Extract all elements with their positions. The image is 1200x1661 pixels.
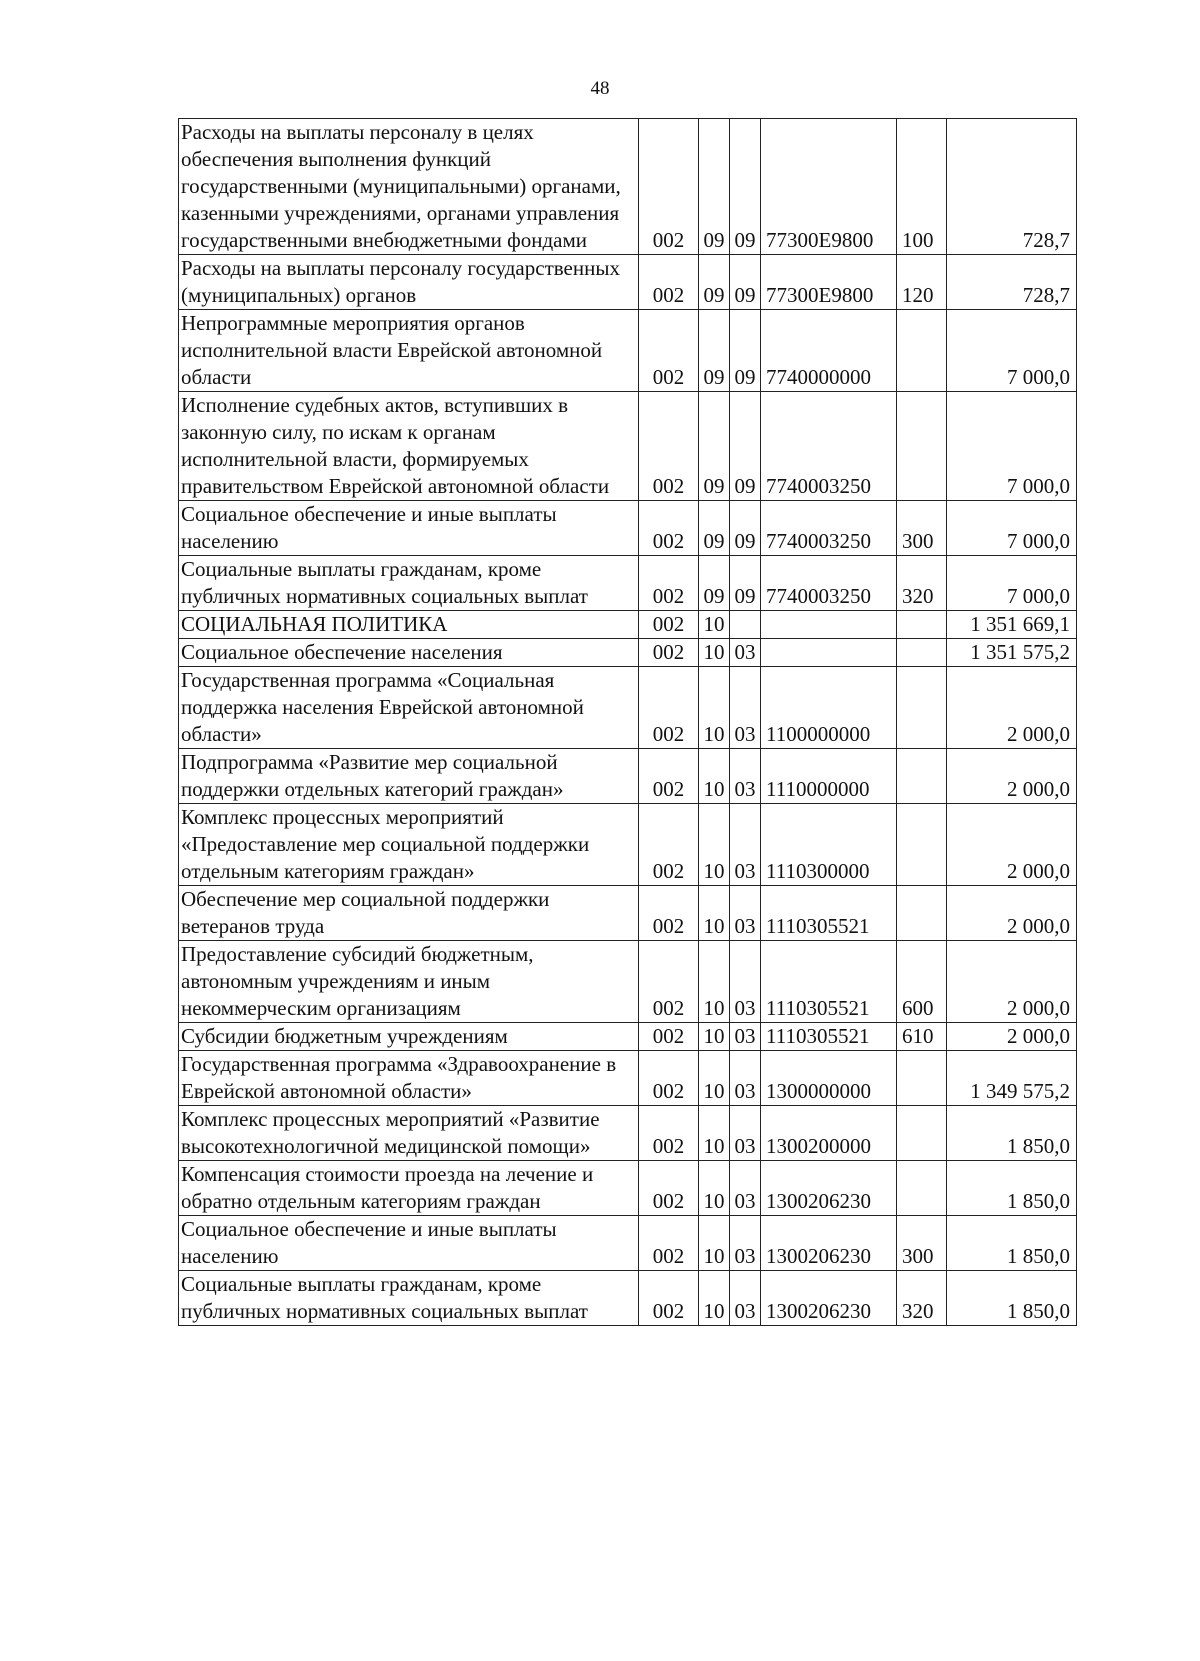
row-name-cell: Социальные выплаты гражданам, кроме публичных нормативных социальных выплат <box>179 556 639 611</box>
subsection-code-cell: 03 <box>730 804 761 886</box>
expense-type-cell: 320 <box>897 556 947 611</box>
expense-type-cell <box>897 611 947 639</box>
target-article-cell: 77300E9800 <box>761 255 897 310</box>
row-name-cell: Комплекс процессных мероприятий «Развитие высокотехнологичной медицинской помощи» <box>179 1106 639 1161</box>
subsection-code-cell: 03 <box>730 1271 761 1326</box>
row-name-cell: Обеспечение мер социальной поддержки ветеранов труда <box>179 886 639 941</box>
target-article-cell: 1110000000 <box>761 749 897 804</box>
section-code-cell: 10 <box>699 941 730 1023</box>
row-name-cell: СОЦИАЛЬНАЯ ПОЛИТИКА <box>179 611 639 639</box>
expense-type-cell <box>897 1161 947 1216</box>
target-article-cell: 1110300000 <box>761 804 897 886</box>
target-article-cell: 1110305521 <box>761 886 897 941</box>
ministry-code-cell: 002 <box>639 501 699 556</box>
row-name-cell: Исполнение судебных актов, вступивших в законную силу, по искам к органам исполнительной власти, формируемых правительством Еврейской автономной области <box>179 392 639 501</box>
target-article-cell: 1110305521 <box>761 941 897 1023</box>
section-code-cell: 10 <box>699 611 730 639</box>
table-row <box>179 667 1077 749</box>
subsection-code-cell: 09 <box>730 556 761 611</box>
subsection-code-cell: 03 <box>730 749 761 804</box>
subsection-code-cell: 09 <box>730 310 761 392</box>
section-code-cell: 10 <box>699 1161 730 1216</box>
expense-type-cell <box>897 804 947 886</box>
subsection-code-cell: 09 <box>730 392 761 501</box>
table-row <box>179 1216 1077 1271</box>
section-code-cell: 09 <box>699 392 730 501</box>
subsection-code-cell: 03 <box>730 1216 761 1271</box>
amount-cell: 1 850,0 <box>947 1271 1077 1326</box>
row-name-cell: Расходы на выплаты персоналу государственных (муниципальных) органов <box>179 255 639 310</box>
ministry-code-cell: 002 <box>639 639 699 667</box>
row-name-cell: Комплекс процессных мероприятий «Предоставление мер социальной поддержки отдельным категориям граждан» <box>179 804 639 886</box>
section-code-cell: 10 <box>699 886 730 941</box>
target-article-cell: 7740003250 <box>761 556 897 611</box>
amount-cell: 1 351 669,1 <box>947 611 1077 639</box>
section-code-cell: 10 <box>699 1106 730 1161</box>
amount-cell: 728,7 <box>947 255 1077 310</box>
target-article-cell <box>761 611 897 639</box>
budget-table-body <box>179 119 1077 1326</box>
expense-type-cell: 120 <box>897 255 947 310</box>
subsection-code-cell: 03 <box>730 941 761 1023</box>
amount-cell: 7 000,0 <box>947 392 1077 501</box>
row-name-cell: Предоставление субсидий бюджетным, автономным учреждениям и иным некоммерческим организациям <box>179 941 639 1023</box>
row-name-cell: Социальное обеспечение населения <box>179 639 639 667</box>
expense-type-cell: 100 <box>897 119 947 255</box>
amount-cell: 2 000,0 <box>947 804 1077 886</box>
section-code-cell: 10 <box>699 804 730 886</box>
subsection-code-cell: 09 <box>730 119 761 255</box>
table-row <box>179 749 1077 804</box>
expense-type-cell <box>897 1051 947 1106</box>
amount-cell: 7 000,0 <box>947 556 1077 611</box>
amount-cell: 2 000,0 <box>947 941 1077 1023</box>
row-name-cell: Социальные выплаты гражданам, кроме публичных нормативных социальных выплат <box>179 1271 639 1326</box>
ministry-code-cell: 002 <box>639 749 699 804</box>
target-article-cell: 7740003250 <box>761 501 897 556</box>
table-row <box>179 639 1077 667</box>
table-row <box>179 255 1077 310</box>
row-name-cell: Государственная программа «Социальная поддержка населения Еврейской автономной области» <box>179 667 639 749</box>
table-row <box>179 1023 1077 1051</box>
section-code-cell: 10 <box>699 1023 730 1051</box>
table-row <box>179 611 1077 639</box>
amount-cell: 1 349 575,2 <box>947 1051 1077 1106</box>
ministry-code-cell: 002 <box>639 611 699 639</box>
ministry-code-cell: 002 <box>639 1023 699 1051</box>
table-row <box>179 501 1077 556</box>
row-name-cell: Государственная программа «Здравоохранение в Еврейской автономной области» <box>179 1051 639 1106</box>
ministry-code-cell: 002 <box>639 886 699 941</box>
subsection-code-cell: 03 <box>730 1051 761 1106</box>
row-name-cell: Субсидии бюджетным учреждениям <box>179 1023 639 1051</box>
ministry-code-cell: 002 <box>639 941 699 1023</box>
target-article-cell <box>761 639 897 667</box>
target-article-cell: 1100000000 <box>761 667 897 749</box>
amount-cell: 2 000,0 <box>947 749 1077 804</box>
row-name-cell: Подпрограмма «Развитие мер социальной поддержки отдельных категорий граждан» <box>179 749 639 804</box>
section-code-cell: 10 <box>699 1216 730 1271</box>
target-article-cell: 77300E9800 <box>761 119 897 255</box>
section-code-cell: 10 <box>699 639 730 667</box>
section-code-cell: 09 <box>699 310 730 392</box>
table-row <box>179 1271 1077 1326</box>
amount-cell: 1 850,0 <box>947 1161 1077 1216</box>
target-article-cell: 1300206230 <box>761 1216 897 1271</box>
target-article-cell: 1300000000 <box>761 1051 897 1106</box>
row-name-cell: Расходы на выплаты персоналу в целях обеспечения выполнения функций государственными (муниципальными) органами, казенными учреждениями, органами управления государственными внебюджетными фондами <box>179 119 639 255</box>
amount-cell: 2 000,0 <box>947 886 1077 941</box>
table-row <box>179 804 1077 886</box>
ministry-code-cell: 002 <box>639 1051 699 1106</box>
ministry-code-cell: 002 <box>639 556 699 611</box>
expense-type-cell: 300 <box>897 501 947 556</box>
table-row <box>179 1106 1077 1161</box>
subsection-code-cell: 09 <box>730 255 761 310</box>
target-article-cell: 1110305521 <box>761 1023 897 1051</box>
ministry-code-cell: 002 <box>639 804 699 886</box>
expense-type-cell: 300 <box>897 1216 947 1271</box>
expense-type-cell: 610 <box>897 1023 947 1051</box>
ministry-code-cell: 002 <box>639 119 699 255</box>
subsection-code-cell: 03 <box>730 1161 761 1216</box>
table-row <box>179 941 1077 1023</box>
expense-type-cell <box>897 886 947 941</box>
ministry-code-cell: 002 <box>639 1216 699 1271</box>
amount-cell: 7 000,0 <box>947 501 1077 556</box>
row-name-cell: Социальное обеспечение и иные выплаты населению <box>179 1216 639 1271</box>
amount-cell: 1 850,0 <box>947 1106 1077 1161</box>
target-article-cell: 1300206230 <box>761 1161 897 1216</box>
section-code-cell: 09 <box>699 119 730 255</box>
ministry-code-cell: 002 <box>639 255 699 310</box>
page-number: 48 <box>590 78 610 99</box>
section-code-cell: 09 <box>699 556 730 611</box>
target-article-cell: 7740003250 <box>761 392 897 501</box>
section-code-cell: 10 <box>699 1051 730 1106</box>
section-code-cell: 10 <box>699 667 730 749</box>
row-name-cell: Непрограммные мероприятия органов исполнительной власти Еврейской автономной области <box>179 310 639 392</box>
target-article-cell: 1300200000 <box>761 1106 897 1161</box>
amount-cell: 2 000,0 <box>947 667 1077 749</box>
target-article-cell: 7740000000 <box>761 310 897 392</box>
table-row <box>179 1161 1077 1216</box>
budget-table <box>178 118 1077 1326</box>
expense-type-cell <box>897 639 947 667</box>
target-article-cell: 1300206230 <box>761 1271 897 1326</box>
amount-cell: 728,7 <box>947 119 1077 255</box>
section-code-cell: 10 <box>699 749 730 804</box>
table-row <box>179 392 1077 501</box>
ministry-code-cell: 002 <box>639 667 699 749</box>
section-code-cell: 09 <box>699 501 730 556</box>
ministry-code-cell: 002 <box>639 310 699 392</box>
expense-type-cell <box>897 310 947 392</box>
row-name-cell: Социальное обеспечение и иные выплаты населению <box>179 501 639 556</box>
ministry-code-cell: 002 <box>639 392 699 501</box>
expense-type-cell <box>897 667 947 749</box>
section-code-cell: 10 <box>699 1271 730 1326</box>
row-name-cell: Компенсация стоимости проезда на лечение и обратно отдельным категориям граждан <box>179 1161 639 1216</box>
subsection-code-cell: 03 <box>730 667 761 749</box>
subsection-code-cell: 03 <box>730 639 761 667</box>
subsection-code-cell <box>730 611 761 639</box>
section-code-cell: 09 <box>699 255 730 310</box>
expense-type-cell <box>897 749 947 804</box>
table-row <box>179 1051 1077 1106</box>
expense-type-cell: 320 <box>897 1271 947 1326</box>
expense-type-cell <box>897 392 947 501</box>
amount-cell: 2 000,0 <box>947 1023 1077 1051</box>
subsection-code-cell: 03 <box>730 886 761 941</box>
amount-cell: 1 351 575,2 <box>947 639 1077 667</box>
amount-cell: 1 850,0 <box>947 1216 1077 1271</box>
ministry-code-cell: 002 <box>639 1271 699 1326</box>
expense-type-cell <box>897 1106 947 1161</box>
table-row <box>179 310 1077 392</box>
amount-cell: 7 000,0 <box>947 310 1077 392</box>
subsection-code-cell: 03 <box>730 1023 761 1051</box>
ministry-code-cell: 002 <box>639 1106 699 1161</box>
subsection-code-cell: 09 <box>730 501 761 556</box>
subsection-code-cell: 03 <box>730 1106 761 1161</box>
expense-type-cell: 600 <box>897 941 947 1023</box>
ministry-code-cell: 002 <box>639 1161 699 1216</box>
table-row <box>179 886 1077 941</box>
table-row <box>179 119 1077 255</box>
table-row <box>179 556 1077 611</box>
